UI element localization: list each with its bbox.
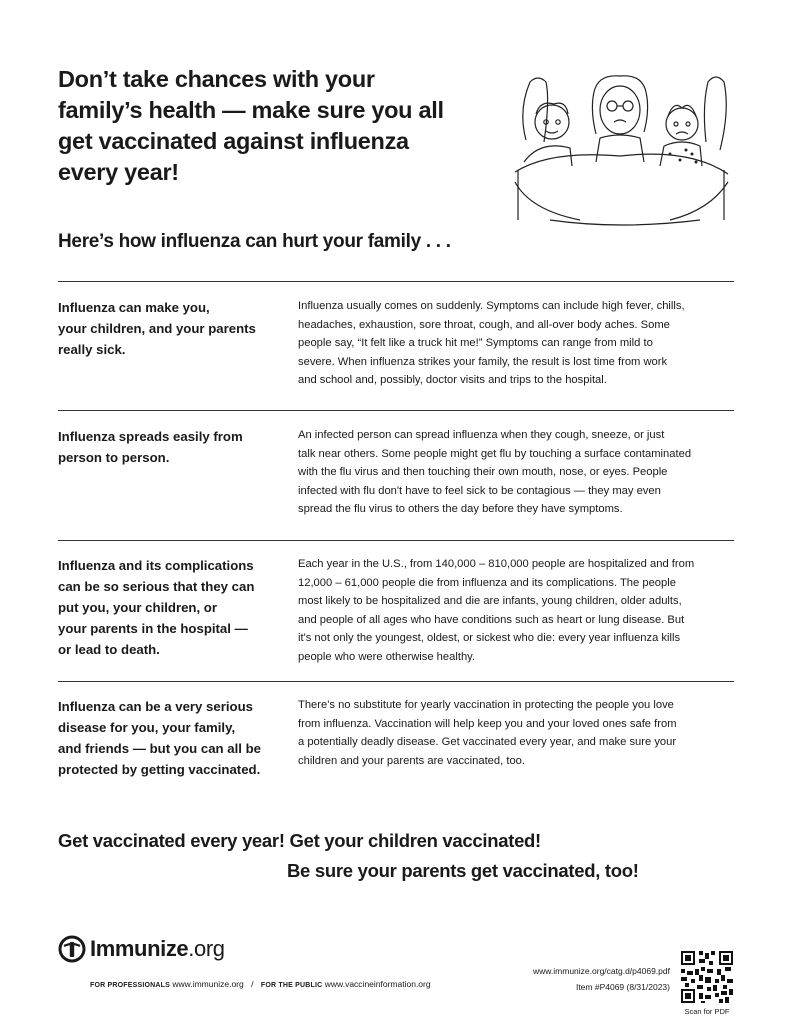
row-title: Influenza can be a very serious disease for you, your family, and friends — but you can all be protected by getting vaccinated. bbox=[58, 699, 261, 777]
footer-item-info bbox=[470, 963, 670, 995]
section-divider bbox=[58, 281, 734, 282]
public-label: FOR THE PUBLIC bbox=[260, 982, 323, 989]
qr-code-icon[interactable] bbox=[679, 949, 735, 1005]
professionals-label: FOR PROFESSIONALS bbox=[90, 982, 171, 989]
logo-suffix: .org bbox=[188, 936, 225, 961]
professionals-link[interactable]: www.immunize.org bbox=[172, 979, 244, 989]
row-text: There's no substitute for yearly vaccination in protecting the people you love from influenza. Vaccination will help keep you and your loved ones safe from a potentially deadly disease. Get vaccinated every year, and make sure your children and your parents are vaccinated, too. bbox=[298, 699, 677, 767]
pdf-link[interactable]: www.immunize.org/catg.d/p4069.pdf bbox=[532, 966, 670, 976]
row-text: Each year in the U.S., from 140,000 – 810,000 people are hospitalized and from 12,000 – 61,000 people die from influenza and its complications. The people most likely to be hospitalized and die are infants, young children, older adults, and people of all ages who have conditions such as heart or lung disease. But it's not only the youngest, oldest, or sickest who die: every year influenza kills people who were otherwise healthy. bbox=[298, 558, 695, 663]
headline: Don’t take chances with your family’s health — make sure you all get vaccinated against influenza every year! bbox=[58, 66, 444, 185]
logo-text bbox=[90, 936, 225, 962]
footer-separator: / bbox=[251, 979, 254, 989]
cta-line-1: Get vaccinated every year! Get your children vaccinated! bbox=[58, 830, 541, 851]
footer-links bbox=[90, 979, 431, 989]
row-title: Influenza spreads easily from person to person. bbox=[58, 429, 243, 465]
immunize-logo[interactable] bbox=[58, 934, 225, 964]
section-divider bbox=[58, 681, 734, 682]
subheadline: Here’s how influenza can hurt your family . . . bbox=[58, 231, 451, 252]
family-in-bed-illustration bbox=[510, 70, 732, 230]
cta-line-2: Be sure your parents get vaccinated, too! bbox=[287, 860, 639, 881]
section-divider bbox=[58, 540, 734, 541]
qr-caption: Scan for PDF bbox=[684, 1007, 730, 1016]
row-text: An infected person can spread influenza when they cough, sneeze, or just talk near others. Some people might get flu by touching a surface contaminated with the flu virus and then touching their own mouth, nose, or eyes. People infected with flu don't have to feel sick to be contagious — they may even spread the flu virus to others the day before they have symptoms. bbox=[298, 429, 692, 515]
row-text: Influenza usually comes on suddenly. Symptoms can include high fever, chills, headaches, exhaustion, sore throat, cough, and all-over body aches. Some people say, “It felt like a truck hit me!” Symptoms can range from mild to severe. When influenza strikes your family, the result is lost time from work and school and, possibly, doctor visits and trips to the hospital. bbox=[298, 300, 685, 386]
row-title: Influenza can make you, your children, and your parents really sick. bbox=[58, 300, 256, 357]
logo-name: Immunize bbox=[90, 936, 189, 961]
section-divider bbox=[58, 410, 734, 411]
item-number: Item #P4069 (8/31/2023) bbox=[575, 982, 670, 992]
row-title: Influenza and its complications can be so serious that they can put you, your children, or your parents in the hospital — or lead to death. bbox=[58, 558, 255, 657]
public-link[interactable]: www.vaccineinformation.org bbox=[324, 979, 431, 989]
immunize-logo-icon bbox=[58, 935, 86, 963]
